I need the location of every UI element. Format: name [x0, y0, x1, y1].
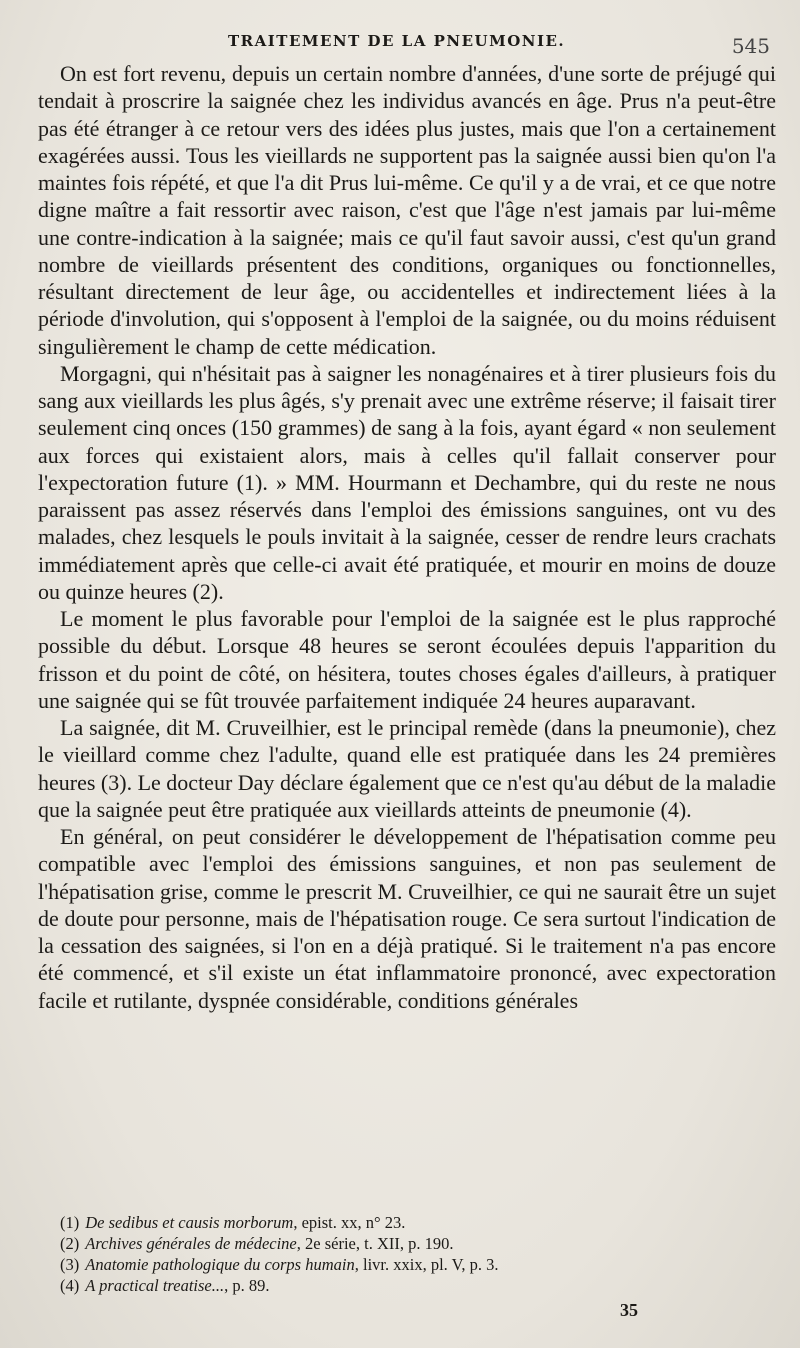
- paragraph: En général, on peut considérer le développement de l'hépatisation comme peu compatible avec l'emploi des émissions sanguines, et non pas seulement de l'hépatisation grise, comme le prescrit M. Cruveilhier, ce qui ne saurait être un sujet de doute pour personne, mais de l'hépatisation rouge. Ce sera surtout l'indication de la cessation des saignées, si l'on en a déjà pratiqué. Si le traitement n'a pas encore été commencé, et s'il existe un état inflammatoire prononcé, avec expectoration facile et rutilante, dyspnée considérable, conditions générales: [38, 824, 776, 1013]
- signature-mark: 35: [620, 1300, 638, 1320]
- footnote-number: (3): [60, 1255, 80, 1274]
- page-header: [0, 30, 800, 56]
- footnotes: [60, 1212, 760, 1296]
- footnote: [60, 1233, 760, 1254]
- body-text: [38, 60, 776, 1014]
- footnote-reference: , livr. xxix, pl. V, p. 3.: [354, 1255, 499, 1274]
- footnote-reference: , 2e série, t. XII, p. 190.: [296, 1234, 454, 1253]
- footnote-work-title: Anatomie pathologique du corps humain: [85, 1255, 355, 1274]
- paragraph: La saignée, dit M. Cruveilhier, est le principal remède (dans la pneumonie), chez le vieillard comme chez l'adulte, quand elle est pratiquée dans les 24 premières heures (3). Le docteur Day déclare également que ce n'est qu'au début de la maladie que la saignée peut être pratiquée aux vieillards atteints de pneumonie (4).: [38, 715, 776, 822]
- footnote-number: (4): [60, 1276, 80, 1295]
- running-title: TRAITEMENT DE LA PNEUMONIE.: [228, 32, 566, 50]
- footnote-reference: , p. 89.: [224, 1276, 270, 1295]
- paragraph: Morgagni, qui n'hésitait pas à saigner les nonagénaires et à tirer plusieurs fois du sang aux vieillards les plus âgés, s'y prenait avec une extrême réserve; il faisait tirer seulement cinq onces (150 grammes) de sang à la fois, ayant égard « non seulement aux forces qui existaient alors, mais à celles qu'il fallait conserver pour l'expectoration future (1). » MM. Hourmann et Dechambre, qui du reste ne nous paraissent pas assez réservés dans l'emploi des émissions sanguines, ont vu des malades, chez lesquels le pouls invitait à la saignée, cesser de rendre leurs crachats immédiatement après que celle-ci avait été pratiquée, et mourir en moins de douze ou quinze heures (2).: [38, 360, 776, 604]
- footnote-number: (2): [60, 1234, 80, 1253]
- footnote-reference: , epist. xx, n° 23.: [293, 1213, 406, 1232]
- footnote: [60, 1275, 760, 1296]
- paragraph: On est fort revenu, depuis un certain nombre d'années, d'une sorte de préjugé qui tendait à proscrire la saignée chez les individus avancés en âge. Prus n'a peut-être pas été étranger à ce retour vers des idées plus justes, mais que l'on a certainement exagérées aussi. Tous les vieillards ne supportent pas la saignée aussi bien qu'on l'a maintes fois répété, et que l'a dit Prus lui-même. Ce qu'il y a de vrai, et ce que notre digne maître a fait ressortir avec raison, c'est que l'âge n'est jamais par lui-même une contre-indication à la saignée; mais ce qu'il faut savoir aussi, c'est qu'un grand nombre de vieillards présentent des conditions, organiques ou fonctionnelles, résultant directement de leur âge, ou accidentelles et indirectement liées à la période d'involution, qui s'opposent à l'emploi de la saignée, ou du moins réduisent singulièrement le champ de cette médication.: [38, 61, 776, 359]
- footnote: [60, 1212, 760, 1233]
- footnote-work-title: Archives générales de médecine: [85, 1234, 297, 1253]
- page-number: 545: [731, 34, 770, 58]
- footnote-work-title: De sedibus et causis morborum: [85, 1213, 294, 1232]
- footnote: [60, 1254, 760, 1275]
- paragraph: Le moment le plus favorable pour l'emploi de la saignée est le plus rapproché possible du début. Lorsque 48 heures se seront écoulées depuis l'apparition du frisson et du point de côté, on hésitera, toutes choses égales d'ailleurs, à pratiquer une saignée qui se fût trouvée parfaitement indiquée 24 heures auparavant.: [38, 606, 776, 713]
- footnote-work-title: A practical treatise...: [85, 1276, 225, 1295]
- footnote-number: (1): [60, 1213, 80, 1232]
